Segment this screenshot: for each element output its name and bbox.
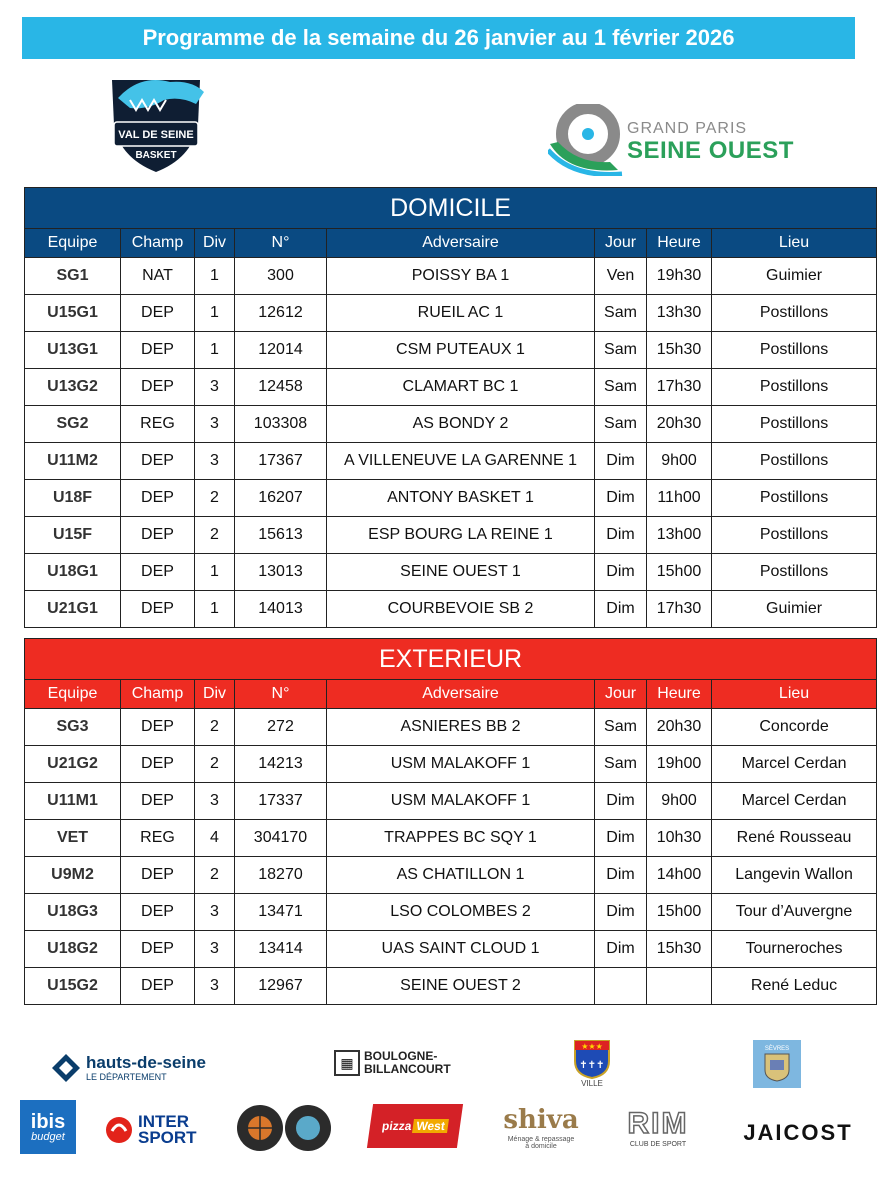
domicile-cell: DEP bbox=[121, 591, 195, 628]
domicile-table-row bbox=[25, 258, 877, 295]
domicile-cell: 3 bbox=[195, 369, 235, 406]
domicile-cell: CLAMART BC 1 bbox=[327, 369, 595, 406]
domicile-cell: DEP bbox=[121, 295, 195, 332]
domicile-cell: Sam bbox=[595, 369, 647, 406]
domicile-cell: ANTONY BASKET 1 bbox=[327, 480, 595, 517]
sevres-crest-icon bbox=[764, 1052, 790, 1082]
exterieur-table-row bbox=[25, 931, 877, 968]
exterieur-cell: 18270 bbox=[235, 857, 327, 894]
svg-text:★★★: ★★★ bbox=[581, 1041, 603, 1051]
domicile-cell: Dim bbox=[595, 517, 647, 554]
domicile-table-row bbox=[25, 332, 877, 369]
domicile-cell: CSM PUTEAUX 1 bbox=[327, 332, 595, 369]
boulogne-crest-icon: ▦ bbox=[334, 1050, 360, 1076]
domicile-cell: A VILLENEUVE LA GARENNE 1 bbox=[327, 443, 595, 480]
domicile-cell: 11h00 bbox=[647, 480, 712, 517]
domicile-cell: DEP bbox=[121, 332, 195, 369]
exterieur-cell: TRAPPES BC SQY 1 bbox=[327, 820, 595, 857]
domicile-col-header: Champ bbox=[121, 229, 195, 258]
domicile-cell: DEP bbox=[121, 517, 195, 554]
exterieur-table bbox=[24, 638, 877, 1005]
domicile-col-header: Equipe bbox=[25, 229, 121, 258]
domicile-cell: 15h00 bbox=[647, 554, 712, 591]
domicile-col-header: Adversaire bbox=[327, 229, 595, 258]
exterieur-cell: 13471 bbox=[235, 894, 327, 931]
exterieur-table-row bbox=[25, 746, 877, 783]
domicile-col-header: Jour bbox=[595, 229, 647, 258]
domicile-cell: Guimier bbox=[712, 591, 877, 628]
exterieur-cell: 304170 bbox=[235, 820, 327, 857]
domicile-cell: Dim bbox=[595, 443, 647, 480]
basket-badges-logo bbox=[236, 1102, 332, 1154]
hauts-de-seine-logo: hauts-de-seine LE DÉPARTEMENT bbox=[50, 1048, 215, 1088]
domicile-cell: Postillons bbox=[712, 517, 877, 554]
exterieur-table-row bbox=[25, 820, 877, 857]
exterieur-cell: U18G3 bbox=[25, 894, 121, 931]
exterieur-cell: 2 bbox=[195, 746, 235, 783]
domicile-cell: REG bbox=[121, 406, 195, 443]
exterieur-cell: Langevin Wallon bbox=[712, 857, 877, 894]
domicile-cell: Postillons bbox=[712, 554, 877, 591]
domicile-cell: Postillons bbox=[712, 406, 877, 443]
exterieur-cell: U18G2 bbox=[25, 931, 121, 968]
exterieur-cell: USM MALAKOFF 1 bbox=[327, 746, 595, 783]
exterieur-cell: 4 bbox=[195, 820, 235, 857]
exterieur-cell bbox=[647, 968, 712, 1005]
exterieur-cell: DEP bbox=[121, 746, 195, 783]
exterieur-cell: 3 bbox=[195, 894, 235, 931]
svg-text:✝✝✝: ✝✝✝ bbox=[579, 1059, 605, 1071]
domicile-cell: AS BONDY 2 bbox=[327, 406, 595, 443]
domicile-cell: Postillons bbox=[712, 480, 877, 517]
svg-text:BASKET: BASKET bbox=[135, 150, 177, 161]
domicile-table-row bbox=[25, 406, 877, 443]
domicile-table-row bbox=[25, 591, 877, 628]
domicile-cell: 13h30 bbox=[647, 295, 712, 332]
domicile-cell: SG1 bbox=[25, 258, 121, 295]
exterieur-cell: 14213 bbox=[235, 746, 327, 783]
jaicost-logo: JAICOST bbox=[743, 1120, 853, 1145]
exterieur-cell: Marcel Cerdan bbox=[712, 746, 877, 783]
exterieur-col-header: Equipe bbox=[25, 680, 121, 709]
domicile-cell: 103308 bbox=[235, 406, 327, 443]
domicile-col-header: Div bbox=[195, 229, 235, 258]
exterieur-cell: René Leduc bbox=[712, 968, 877, 1005]
exterieur-cell: 2 bbox=[195, 709, 235, 746]
exterieur-table-row bbox=[25, 709, 877, 746]
domicile-cell: U21G1 bbox=[25, 591, 121, 628]
domicile-cell: 17h30 bbox=[647, 369, 712, 406]
exterieur-cell: 12967 bbox=[235, 968, 327, 1005]
domicile-cell: 300 bbox=[235, 258, 327, 295]
domicile-cell: DEP bbox=[121, 443, 195, 480]
domicile-table-row bbox=[25, 443, 877, 480]
domicile-cell: U15F bbox=[25, 517, 121, 554]
exterieur-cell: UAS SAINT CLOUD 1 bbox=[327, 931, 595, 968]
exterieur-cell: 9h00 bbox=[647, 783, 712, 820]
domicile-cell: 9h00 bbox=[647, 443, 712, 480]
exterieur-cell: 14h00 bbox=[647, 857, 712, 894]
exterieur-cell: ASNIERES BB 2 bbox=[327, 709, 595, 746]
exterieur-cell: AS CHATILLON 1 bbox=[327, 857, 595, 894]
exterieur-cell: SEINE OUEST 2 bbox=[327, 968, 595, 1005]
domicile-title: DOMICILE bbox=[25, 188, 877, 229]
domicile-table-row bbox=[25, 295, 877, 332]
exterieur-col-header: Lieu bbox=[712, 680, 877, 709]
exterieur-cell: 19h00 bbox=[647, 746, 712, 783]
exterieur-cell: Dim bbox=[595, 894, 647, 931]
club-logo bbox=[100, 70, 212, 175]
domicile-cell: SG2 bbox=[25, 406, 121, 443]
exterieur-cell: DEP bbox=[121, 709, 195, 746]
pizza-west-logo: pizza West bbox=[367, 1104, 463, 1148]
domicile-cell: Postillons bbox=[712, 369, 877, 406]
exterieur-cell: U11M1 bbox=[25, 783, 121, 820]
exterieur-cell: U9M2 bbox=[25, 857, 121, 894]
exterieur-cell: LSO COLOMBES 2 bbox=[327, 894, 595, 931]
intersport-icon bbox=[104, 1115, 134, 1145]
domicile-col-header: Heure bbox=[647, 229, 712, 258]
exterieur-cell: DEP bbox=[121, 931, 195, 968]
grand-paris-seine-ouest-text: GRAND PARIS SEINE OUEST bbox=[627, 120, 794, 164]
exterieur-cell: U15G2 bbox=[25, 968, 121, 1005]
exterieur-cell: 15h30 bbox=[647, 931, 712, 968]
domicile-cell: Postillons bbox=[712, 332, 877, 369]
exterieur-cell: USM MALAKOFF 1 bbox=[327, 783, 595, 820]
exterieur-cell: Dim bbox=[595, 783, 647, 820]
hauts-de-seine-icon bbox=[50, 1052, 82, 1084]
exterieur-table-row bbox=[25, 894, 877, 931]
domicile-cell: Sam bbox=[595, 406, 647, 443]
exterieur-cell: DEP bbox=[121, 894, 195, 931]
domicile-cell: Postillons bbox=[712, 295, 877, 332]
domicile-cell: U18G1 bbox=[25, 554, 121, 591]
exterieur-cell: 3 bbox=[195, 968, 235, 1005]
exterieur-table-row bbox=[25, 968, 877, 1005]
domicile-cell: COURBEVOIE SB 2 bbox=[327, 591, 595, 628]
domicile-cell: 16207 bbox=[235, 480, 327, 517]
exterieur-cell: Sam bbox=[595, 746, 647, 783]
domicile-cell: DEP bbox=[121, 554, 195, 591]
exterieur-cell: SG3 bbox=[25, 709, 121, 746]
domicile-cell: 13013 bbox=[235, 554, 327, 591]
domicile-cell: RUEIL AC 1 bbox=[327, 295, 595, 332]
rim-club-logo: RIM CLUB DE SPORT bbox=[627, 1106, 689, 1148]
domicile-cell: Dim bbox=[595, 480, 647, 517]
exterieur-cell: Concorde bbox=[712, 709, 877, 746]
ville-crest-icon bbox=[573, 1035, 611, 1079]
exterieur-cell: DEP bbox=[121, 783, 195, 820]
domicile-table bbox=[24, 187, 877, 628]
exterieur-cell: DEP bbox=[121, 857, 195, 894]
exterieur-cell: Dim bbox=[595, 931, 647, 968]
exterieur-col-header: Div bbox=[195, 680, 235, 709]
domicile-cell: POISSY BA 1 bbox=[327, 258, 595, 295]
domicile-table-row bbox=[25, 480, 877, 517]
page-title: Programme de la semaine du 26 janvier au 1 février 2026 bbox=[22, 17, 855, 59]
domicile-cell: 1 bbox=[195, 591, 235, 628]
domicile-cell: 19h30 bbox=[647, 258, 712, 295]
exterieur-title: EXTERIEUR bbox=[25, 639, 877, 680]
exterieur-cell bbox=[595, 968, 647, 1005]
domicile-cell: U13G2 bbox=[25, 369, 121, 406]
exterieur-cell: 17337 bbox=[235, 783, 327, 820]
exterieur-col-header: Adversaire bbox=[327, 680, 595, 709]
ibis-budget-logo: ibis budget bbox=[20, 1100, 76, 1154]
domicile-table-row bbox=[25, 554, 877, 591]
exterieur-cell: Tour d’Auvergne bbox=[712, 894, 877, 931]
shiva-logo: shiva Ménage & repassage à domicile bbox=[503, 1104, 579, 1150]
domicile-cell: 12014 bbox=[235, 332, 327, 369]
exterieur-column-headers bbox=[25, 680, 877, 709]
domicile-cell: 14013 bbox=[235, 591, 327, 628]
domicile-cell: 13h00 bbox=[647, 517, 712, 554]
domicile-cell: Sam bbox=[595, 295, 647, 332]
domicile-column-headers bbox=[25, 229, 877, 258]
exterieur-cell: Tourneroches bbox=[712, 931, 877, 968]
sevres-logo: SÈVRES bbox=[753, 1040, 801, 1088]
domicile-cell: 2 bbox=[195, 480, 235, 517]
exterieur-cell: 15h00 bbox=[647, 894, 712, 931]
domicile-cell: NAT bbox=[121, 258, 195, 295]
domicile-cell: U11M2 bbox=[25, 443, 121, 480]
domicile-cell: 1 bbox=[195, 554, 235, 591]
exterieur-cell: Sam bbox=[595, 709, 647, 746]
svg-text:VAL DE SEINE: VAL DE SEINE bbox=[118, 129, 194, 141]
domicile-cell: 15613 bbox=[235, 517, 327, 554]
domicile-cell: Sam bbox=[595, 332, 647, 369]
exterieur-cell: Dim bbox=[595, 820, 647, 857]
ville-logo: ★★★ ✝✝✝ VILLE bbox=[566, 1032, 618, 1090]
domicile-cell: SEINE OUEST 1 bbox=[327, 554, 595, 591]
domicile-cell: 3 bbox=[195, 443, 235, 480]
domicile-table-row bbox=[25, 369, 877, 406]
domicile-cell: 2 bbox=[195, 517, 235, 554]
domicile-cell: ESP BOURG LA REINE 1 bbox=[327, 517, 595, 554]
exterieur-col-header: Champ bbox=[121, 680, 195, 709]
exterieur-cell: 10h30 bbox=[647, 820, 712, 857]
domicile-cell: DEP bbox=[121, 480, 195, 517]
intersport-logo: INTER SPORT bbox=[104, 1110, 212, 1150]
exterieur-cell: 13414 bbox=[235, 931, 327, 968]
exterieur-cell: 2 bbox=[195, 857, 235, 894]
domicile-cell: 1 bbox=[195, 295, 235, 332]
domicile-cell: U15G1 bbox=[25, 295, 121, 332]
domicile-cell: 1 bbox=[195, 332, 235, 369]
domicile-cell: 15h30 bbox=[647, 332, 712, 369]
domicile-cell: 1 bbox=[195, 258, 235, 295]
domicile-cell: Dim bbox=[595, 554, 647, 591]
exterieur-cell: 272 bbox=[235, 709, 327, 746]
domicile-cell: 3 bbox=[195, 406, 235, 443]
exterieur-cell: U21G2 bbox=[25, 746, 121, 783]
domicile-cell: 12612 bbox=[235, 295, 327, 332]
domicile-cell: U18F bbox=[25, 480, 121, 517]
exterieur-cell: REG bbox=[121, 820, 195, 857]
domicile-cell: Postillons bbox=[712, 443, 877, 480]
boulogne-billancourt-logo: ▦ BOULOGNE- BILLANCOURT bbox=[334, 1048, 454, 1078]
domicile-cell: 17367 bbox=[235, 443, 327, 480]
domicile-cell: 20h30 bbox=[647, 406, 712, 443]
exterieur-cell: René Rousseau bbox=[712, 820, 877, 857]
domicile-cell: U13G1 bbox=[25, 332, 121, 369]
domicile-col-header: Lieu bbox=[712, 229, 877, 258]
exterieur-col-header: N° bbox=[235, 680, 327, 709]
exterieur-cell: VET bbox=[25, 820, 121, 857]
domicile-cell: 12458 bbox=[235, 369, 327, 406]
exterieur-cell: Marcel Cerdan bbox=[712, 783, 877, 820]
domicile-cell: 17h30 bbox=[647, 591, 712, 628]
exterieur-cell: Dim bbox=[595, 857, 647, 894]
exterieur-col-header: Heure bbox=[647, 680, 712, 709]
domicile-cell: Guimier bbox=[712, 258, 877, 295]
domicile-cell: Ven bbox=[595, 258, 647, 295]
domicile-table-row bbox=[25, 517, 877, 554]
domicile-cell: Dim bbox=[595, 591, 647, 628]
domicile-cell: DEP bbox=[121, 369, 195, 406]
exterieur-cell: 3 bbox=[195, 931, 235, 968]
exterieur-table-row bbox=[25, 857, 877, 894]
exterieur-cell: 3 bbox=[195, 783, 235, 820]
exterieur-cell: DEP bbox=[121, 968, 195, 1005]
basketball-badges-icon bbox=[236, 1102, 332, 1154]
exterieur-table-row bbox=[25, 783, 877, 820]
exterieur-col-header: Jour bbox=[595, 680, 647, 709]
exterieur-cell: 20h30 bbox=[647, 709, 712, 746]
domicile-col-header: N° bbox=[235, 229, 327, 258]
